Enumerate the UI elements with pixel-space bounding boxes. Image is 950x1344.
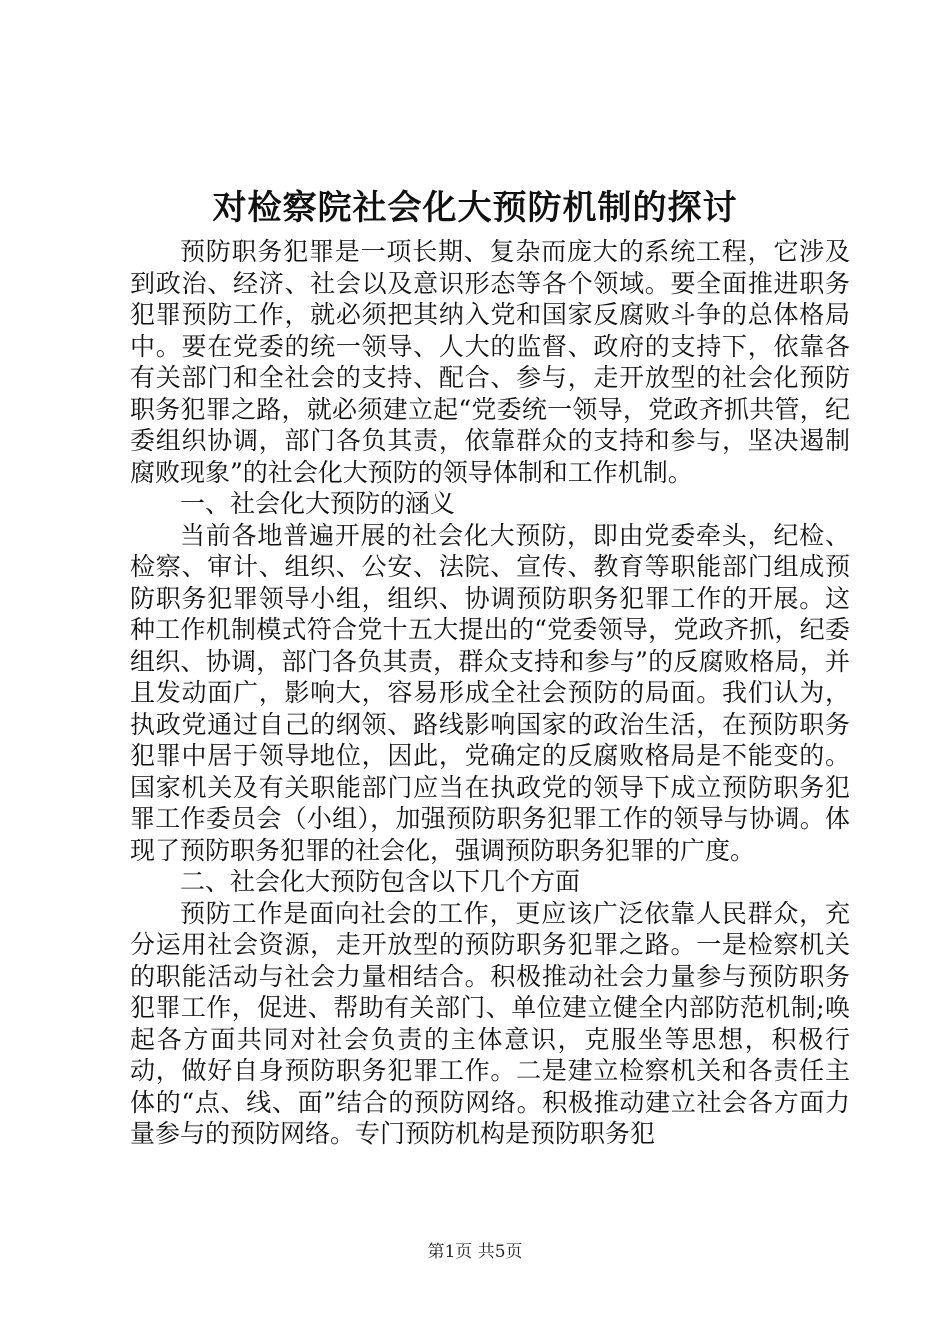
document-title: 对检察院社会化大预防机制的探讨 xyxy=(212,188,738,228)
document-body xyxy=(130,236,850,1150)
page-footer: 第1页 共5页 xyxy=(427,1242,523,1262)
paragraph-intro: 预防职务犯罪是一项长期、复杂而庞大的系统工程，它涉及到政治、经济、社会以及意识形态等各个领域。要全面推进职务犯罪预防工作，就必须把其纳入党和国家反腐败斗争的总体格局中。要在党委的统一领导、人大的监督、政府的支持下，依靠各有关部门和全社会的支持、配合、参与，走开放型的社会化预防职务犯罪之路，就必须建立起“党委统一领导，党政齐抓共管，纪委组织协调，部门各负其责，依靠群众的支持和参与，坚决遏制腐败现象”的社会化大预防的领导体制和工作机制。 xyxy=(130,237,850,487)
section-heading-2: 二、社会化大预防包含以下几个方面 xyxy=(180,867,581,896)
section-heading-1: 一、社会化大预防的涵义 xyxy=(180,489,456,518)
paragraph-section-2: 预防工作是面向社会的工作，更应该广泛依靠人民群众，充分运用社会资源，走开放型的预防职务犯罪之路。一是检察机关的职能活动与社会力量相结合。积极推动社会力量参与预防职务犯罪工作，促进、帮助有关部门、单位建立健全内部防范机制;唤起各方面共同对社会负责的主体意识，克服坐等思想，积极行动，做好自身预防职务犯罪工作。二是建立检察机关和各责任主体的“点、线、面”结合的预防网络。积极推动建立社会各方面力量参与的预防网络。专门预防机构是预防职务犯 xyxy=(130,898,850,1148)
paragraph-section-1: 当前各地普遍开展的社会化大预防，即由党委牵头，纪检、检察、审计、组织、公安、法院、宣传、教育等职能部门组成预防职务犯罪领导小组，组织、协调预防职务犯罪工作的开展。这种工作机制模式符合党十五大提出的“党委领导，党政齐抓，纪委组织、协调，部门各负其责，群众支持和参与”的反腐败格局，并且发动面广，影响大，容易形成全社会预防的局面。我们认为，执政党通过自己的纲领、路线影响国家的政治生活，在预防职务犯罪中居于领导地位，因此，党确定的反腐败格局是不能变的。国家机关及有关职能部门应当在执政党的领导下成立预防职务犯罪工作委员会（小组），加强预防职务犯罪工作的领导与协调。体现了预防职务犯罪的社会化，强调预防职务犯罪的广度。 xyxy=(130,520,850,865)
